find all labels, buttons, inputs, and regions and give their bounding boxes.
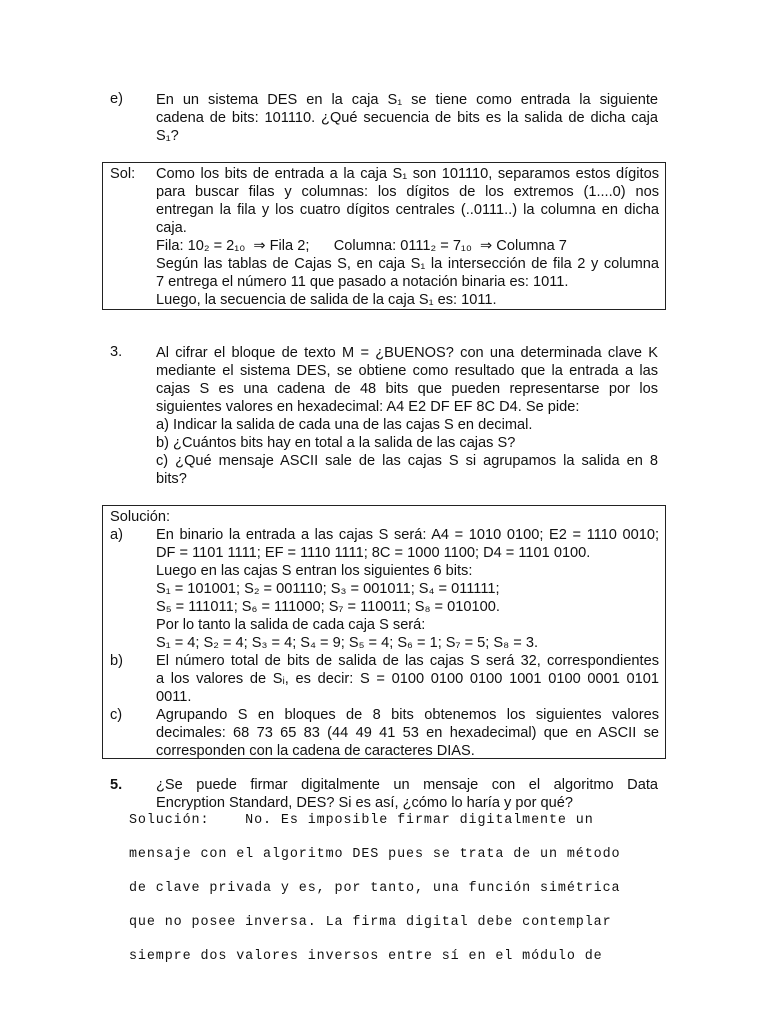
solution-3-a-line-6: Por lo tanto la salida de cada caja S será:: [156, 617, 426, 633]
question-e-label: e): [110, 91, 123, 107]
question-5-label: 5.: [110, 777, 123, 793]
solution-e-line-1: Como los bits de entrada a la caja S₁ son 101110, separamos estos dígitos: [156, 166, 659, 182]
question-3-line-3: cajas S es una cadena de 48 bits que pueden representarse por los: [156, 381, 658, 397]
solution-3-a-line-7: S₁ = 4; S₂ = 4; S₃ = 4; S₄ = 9; S₅ = 4; S₆ = 1; S₇ = 5; S₈ = 3.: [156, 635, 538, 651]
solution-3-a-line-1: En binario la entrada a las cajas S será: A4 = 1010 0100; E2 = 1110 0010;: [156, 527, 659, 543]
question-3-line-4: siguientes valores en hexadecimal: A4 E2 DF EF 8C D4. Se pide:: [156, 399, 580, 415]
question-e-line-3: S₁?: [156, 128, 179, 144]
question-5-line-2: Encryption Standard, DES? Si es así, ¿cómo lo haría y por qué?: [156, 795, 573, 811]
solution-e-line-2: para buscar filas y columnas: los dígitos de los extremos (1....0) nos: [156, 184, 659, 200]
solution-e-line-4: caja.: [156, 220, 187, 236]
question-3-line-8: bits?: [156, 471, 187, 487]
question-e-line-1: En un sistema DES en la caja S₁ se tiene como entrada la siguiente: [156, 92, 658, 108]
question-3-line-5: a) Indicar la salida de cada una de las cajas S en decimal.: [156, 417, 533, 433]
solution-3-a-line-4: S₁ = 101001; S₂ = 001110; S₃ = 001011; S₄ = 011111;: [156, 581, 500, 597]
question-3-line-6: b) ¿Cuántos bits hay en total a la salida de las cajas S?: [156, 435, 516, 451]
solution-5-line-5: siempre dos valores inversos entre sí en el módulo de: [129, 949, 603, 964]
solution-5-line-4: que no posee inversa. La firma digital debe contemplar: [129, 915, 612, 930]
solution-3-c-label: c): [110, 707, 123, 723]
solution-3-c-line-2: decimales: 68 73 65 83 (44 49 41 53 en hexadecimal) que en ASCII se: [156, 725, 659, 741]
solution-3-b-line-2: a los valores de Sᵢ, es decir: S = 0100 0100 0100 1001 0100 0001 0101: [156, 671, 659, 687]
solution-e-box: [102, 162, 666, 310]
solution-3-a-line-2: DF = 1101 1111; EF = 1110 1111; 8C = 1000 1100; D4 = 1101 0100.: [156, 545, 591, 561]
solution-3-a-line-5: S₅ = 111011; S₆ = 111000; S₇ = 110011; S₈ = 010100.: [156, 599, 500, 615]
solution-5-line-1: Solución: No. Es imposible firmar digitalmente un: [129, 813, 594, 828]
question-e-line-2: cadena de bits: 101110. ¿Qué secuencia de bits es la salida de dicha caja: [156, 110, 658, 126]
solution-e-label: Sol:: [110, 166, 136, 182]
solution-3-b-label: b): [110, 653, 123, 669]
solution-e-line-3: entregan la fila y los cuatro dígitos centrales (..0111..) la columna en dicha: [156, 202, 659, 218]
solution-e-line-7: 7 entrega el número 11 que pasado a notación binaria es: 1011.: [156, 274, 569, 290]
solution-e-line-5: Fila: 10₂ = 2₁₀ ⇒ Fila 2; Columna: 0111₂ = 7₁₀ ⇒ Columna 7: [156, 238, 567, 254]
solution-3-c-line-3: corresponden con la cadena de caracteres DIAS.: [156, 743, 475, 759]
solution-5: [129, 804, 649, 974]
question-3-label: 3.: [110, 344, 123, 360]
solution-e-line-6: Según las tablas de Cajas S, en caja S₁ la intersección de fila 2 y columna: [156, 256, 659, 272]
question-5-line-1: ¿Se puede firmar digitalmente un mensaje con el algoritmo Data: [156, 777, 658, 793]
solution-5-line-3: de clave privada y es, por tanto, una función simétrica: [129, 881, 621, 896]
solution-3-a-line-3: Luego en las cajas S entran los siguientes 6 bits:: [156, 563, 473, 579]
solution-3-a-label: a): [110, 527, 123, 543]
solution-3-title: Solución:: [110, 509, 171, 525]
solution-3-b-line-3: 0011.: [156, 689, 192, 705]
solution-5-line-2: mensaje con el algoritmo DES pues se trata de un método: [129, 847, 621, 862]
question-3-line-7: c) ¿Qué mensaje ASCII sale de las cajas S si agrupamos la salida en 8: [156, 453, 658, 469]
solution-e-line-8: Luego, la secuencia de salida de la caja S₁ es: 1011.: [156, 292, 497, 308]
solution-3-b-line-1: El número total de bits de salida de las cajas S será 32, correspondientes: [156, 653, 659, 669]
question-3-line-1: Al cifrar el bloque de texto M = ¿BUENOS? con una determinada clave K: [156, 345, 658, 361]
question-3-line-2: mediante el sistema DES, se obtiene como resultado que la entrada a las: [156, 363, 658, 379]
solution-3-c-line-1: Agrupando S en bloques de 8 bits obtenemos los siguientes valores: [156, 707, 659, 723]
solution-3-box: [102, 505, 666, 759]
